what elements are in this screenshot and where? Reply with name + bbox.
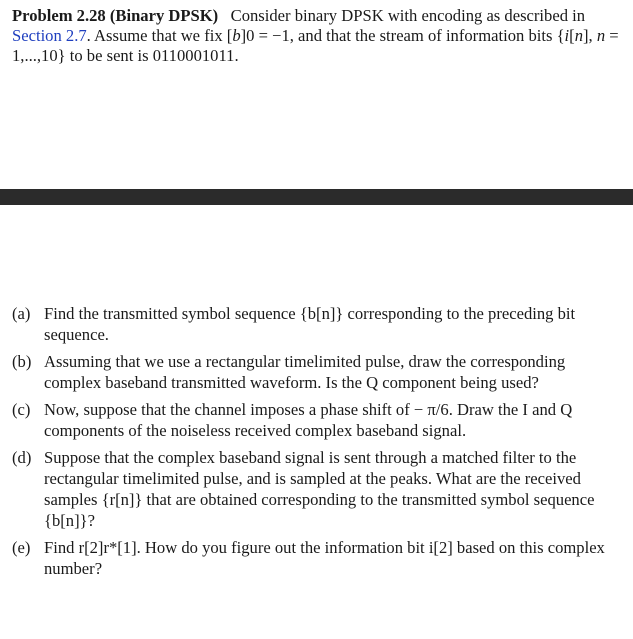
subquestion-text: Suppose that the complex baseband signal is sent through a matched filter to the rectangular timelimited pulse, and is sampled at the peaks. What are the received samples {r[n]} that are obtained corresponding to the transmitted symbol sequence {b[n]}? [44, 448, 595, 530]
section-link[interactable]: Section 2.7 [12, 26, 87, 45]
symbol-n-index: n [596, 26, 606, 45]
subquestion-c [12, 399, 624, 441]
subquestion-label: (e) [12, 538, 31, 557]
problem-title: Problem 2.28 (Binary DPSK) [12, 6, 219, 25]
problem-intro-part6: = 1,...,10} to be sent is 0110001011. [12, 26, 619, 65]
symbol-n: n [574, 26, 583, 45]
problem-statement [12, 6, 624, 66]
subquestion-text: Find r[2]r*[1]. How do you figure out the information bit i[2] based on this complex number? [44, 538, 605, 578]
subquestion-d [12, 447, 624, 531]
subquestion-b [12, 351, 624, 393]
subquestion-e [12, 537, 624, 579]
subquestion-label: (c) [12, 400, 31, 419]
subquestion-label: (a) [12, 304, 31, 323]
problem-intro-part3: ]0 = −1, and that the stream of information bits { [240, 26, 565, 45]
problem-intro-part2: . Assume that we fix [ [86, 26, 233, 45]
subquestion-text: Now, suppose that the channel imposes a phase shift of − π/6. Draw the I and Q components of the noiseless received complex baseband signal. [44, 400, 573, 440]
subquestion-text: Find the transmitted symbol sequence {b[n]} corresponding to the preceding bit sequence. [44, 304, 576, 344]
subquestion-text: Assuming that we use a rectangular timelimited pulse, draw the corresponding complex baseband transmitted waveform. Is the Q component being used? [44, 352, 566, 392]
problem-intro-part5: ], [582, 26, 597, 45]
subquestion-label: (b) [12, 352, 32, 371]
subquestion-list [12, 303, 624, 585]
subquestion-a [12, 303, 624, 345]
symbol-b: b [232, 26, 241, 45]
subquestion-label: (d) [12, 448, 32, 467]
problem-intro-part4: [ [569, 26, 575, 45]
problem-intro-part1: Consider binary DPSK with encoding as described in [230, 6, 586, 25]
symbol-i: i [564, 26, 570, 45]
separator-bar [0, 189, 633, 205]
